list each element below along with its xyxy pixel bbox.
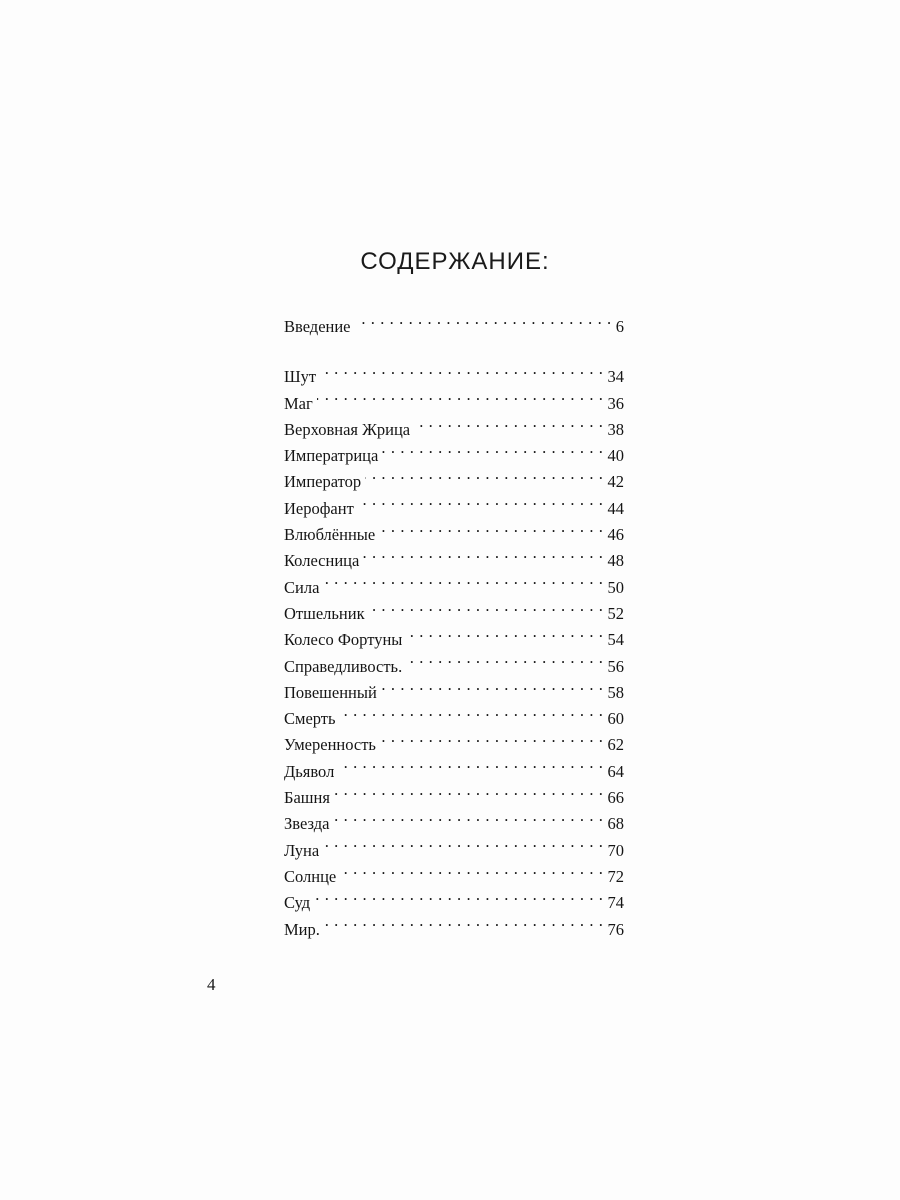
toc-entry-page: 50 <box>607 577 624 597</box>
toc-entry-label: Луна <box>284 840 320 860</box>
toc-entry-page: 34 <box>607 367 624 387</box>
toc-entry-page: 52 <box>607 603 624 623</box>
toc-entry <box>284 566 624 597</box>
toc-entry-page: 38 <box>607 419 624 439</box>
dot-leader <box>320 356 603 382</box>
toc-entry <box>284 777 624 808</box>
toc-entry-page: 36 <box>607 393 624 413</box>
toc-entry-label: Императрица <box>284 446 379 466</box>
toc-title: СОДЕРЖАНИЕ: <box>360 248 550 275</box>
toc-entry-page: 42 <box>607 472 624 492</box>
toc-entry-label: Влюблённые <box>284 525 376 545</box>
dot-leader <box>317 382 604 408</box>
toc-entry-intro <box>284 306 624 337</box>
toc-entry-label: Звезда <box>284 814 330 834</box>
toc-entry-label: Иерофант <box>284 498 354 518</box>
dot-leader <box>314 882 603 908</box>
toc-entry-page: 58 <box>607 682 624 702</box>
toc-entry-page: 76 <box>607 919 624 939</box>
dot-leader <box>414 409 603 435</box>
page-number: 4 <box>207 975 216 994</box>
toc-entry-page: 62 <box>607 735 624 755</box>
dot-leader <box>381 672 604 698</box>
dot-leader <box>369 593 604 619</box>
toc-entry-label: Шут <box>284 367 317 387</box>
toc-entry-label: Сила <box>284 577 320 597</box>
dot-leader <box>334 777 604 803</box>
dot-leader <box>323 829 603 855</box>
dot-leader <box>333 803 603 829</box>
toc-entry-label: Колесница <box>284 551 360 571</box>
toc-entry <box>284 908 624 939</box>
toc-entry-label: Повешенный <box>284 682 377 702</box>
toc-entry-page: 48 <box>607 551 624 571</box>
toc-entry-page: 68 <box>607 814 624 834</box>
toc-entry <box>284 356 624 387</box>
dot-leader <box>406 619 603 645</box>
toc-entry-label: Башня <box>284 788 330 808</box>
toc-entry-page: 70 <box>607 840 624 860</box>
toc-entry-label: Верховная Жрица <box>284 419 411 439</box>
toc-entry-label: Император <box>284 472 362 492</box>
toc-entry <box>284 882 624 913</box>
toc-entry <box>284 382 624 413</box>
toc-cards-list <box>284 356 624 939</box>
dot-leader <box>340 856 603 882</box>
dot-leader <box>355 306 612 332</box>
dot-leader <box>406 645 603 671</box>
toc-entry-page: 60 <box>607 709 624 729</box>
toc-entry-label: Колесо Фортуны <box>284 630 403 650</box>
toc-entry-label: Суд <box>284 893 311 913</box>
toc-entry-label: Солнце <box>284 866 337 886</box>
dot-leader <box>380 724 604 750</box>
toc-entry-page: 72 <box>607 866 624 886</box>
toc-entry-page: 46 <box>607 525 624 545</box>
toc-entry-page: 56 <box>607 656 624 676</box>
toc-entry-label: Справедливость. <box>284 656 403 676</box>
toc-entry-page: 40 <box>607 446 624 466</box>
toc-entry <box>284 803 624 834</box>
toc-entry-page: 6 <box>615 317 624 337</box>
dot-leader <box>324 908 604 934</box>
toc-entry-page: 74 <box>607 893 624 913</box>
dot-leader <box>338 750 603 776</box>
toc-entry-label: Дьявол <box>284 761 335 781</box>
dot-leader <box>323 566 603 592</box>
toc-entry <box>284 829 624 860</box>
toc-entry-page: 64 <box>607 761 624 781</box>
toc-entry-label: Умеренность <box>284 735 376 755</box>
dot-leader <box>365 461 603 487</box>
toc-entry-page: 44 <box>607 498 624 518</box>
toc-intro-list <box>284 306 624 337</box>
toc-entry-page: 66 <box>607 788 624 808</box>
dot-leader <box>358 487 604 513</box>
toc-entry-page: 54 <box>607 630 624 650</box>
toc-entry-label: Маг <box>284 393 313 413</box>
toc-entry-label: Введение <box>284 317 351 337</box>
dot-leader <box>382 435 603 461</box>
toc-entry <box>284 409 624 439</box>
toc-entry <box>284 593 624 623</box>
dot-leader <box>340 698 604 724</box>
dot-leader <box>379 514 603 540</box>
toc-entry <box>284 856 624 886</box>
toc-entry-label: Мир. <box>284 919 320 939</box>
toc-entry-label: Отшельник <box>284 603 365 623</box>
dot-leader <box>363 540 603 566</box>
toc-entry-label: Смерть <box>284 709 336 729</box>
